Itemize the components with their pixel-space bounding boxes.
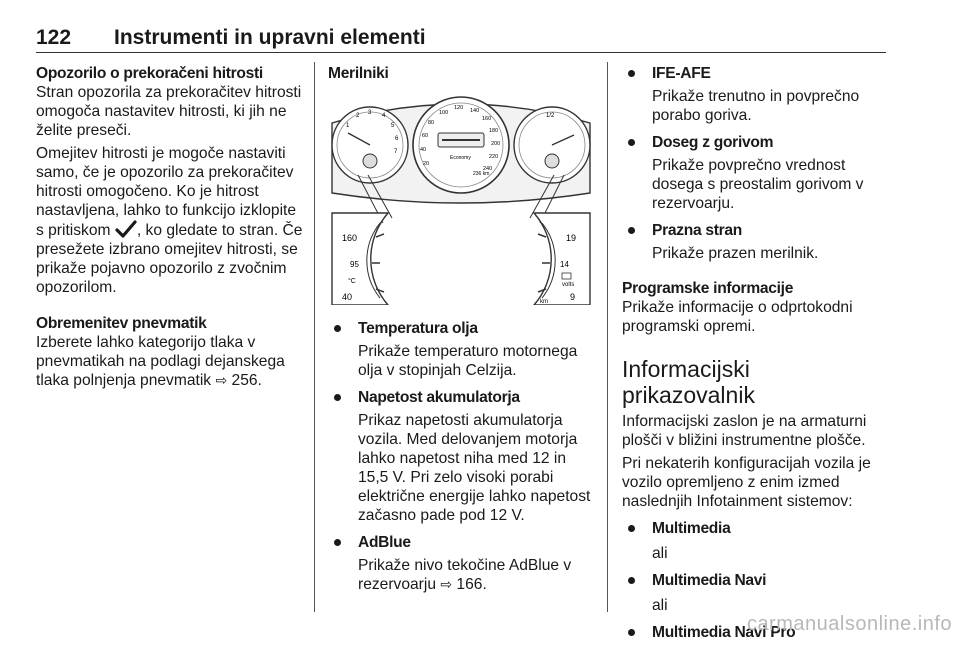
list-item: Multimedia [622,519,884,538]
checkmark-icon [115,220,137,238]
page-header [36,26,886,52]
paragraph: Pri nekaterih konfiguracijah vozila je vozilo opremljeno z enim izmed naslednjih Infotainment sistemov: [622,455,871,510]
speed-label: 100 [439,110,449,116]
voltage-high-label: 19 [566,233,577,243]
bullet-icon [628,139,635,146]
bullet-icon [334,394,341,401]
voltage-low-label: 9 [570,292,576,302]
bullet-icon [628,227,635,234]
voltage-unit: volts [562,282,575,288]
paragraph: Informacijski zaslon je na armaturni plošči v bližini instrumentne plošče. [622,413,867,449]
speedometer-gauge [413,97,509,193]
speed-label: 180 [489,128,499,134]
oil-temp-low-label: 40 [342,292,353,302]
list-item: Temperatura olja Prikaže temperaturo motornega olja v stopinjah Celzija. [328,319,596,380]
alternative-word: ali [652,597,668,614]
list-item: AdBlue Prikaže nivo tekočine AdBlue v rezervoarju ⇨ 166. [328,533,596,594]
section-title-speed-warning: Opozorilo o prekoračeni hitrosti [36,65,263,82]
bullet-icon [334,539,341,546]
page-reference-icon: ⇨ [215,372,228,388]
paragraph: Izberete lahko kategorijo tlaka v pnevmatikah na podlagi dejanskega tlaka polnjenja pnevmatik ⇨ 256. [36,334,285,389]
speed-label: 20 [423,161,430,167]
instrument-cluster-illustration [328,93,594,305]
section-title-program-info: Programske informacije [622,280,794,297]
list-item: Multimedia Navi Pro [622,623,884,642]
voltage-mid-label: 14 [560,260,569,269]
bullet-icon [628,629,635,636]
section-title-tire-load: Obremenitev pnevmatik [36,315,207,332]
speed-label: 120 [454,105,464,111]
speed-label: 200 [491,141,501,147]
list-item: Prazna stran Prikaže prazen merilnik. [622,221,884,263]
speed-label: 220 [489,154,499,160]
watermark: carmanualsonline.info [746,613,952,635]
list-item: Doseg z gorivom Prikaže povprečno vrednost dosega s preostalim gorivom v rezervoarju. [622,133,884,213]
header-divider [36,52,886,53]
rpm-label: 5 [391,123,395,129]
rpm-label: 1 [346,123,350,129]
section-heading-info-display: Informacijski prikazovalnik [622,356,755,408]
speed-label: 140 [470,108,480,114]
rpm-label: 7 [394,149,398,155]
list-item: IFE-AFE Prikaže trenutno in povprečno porabo goriva. [622,64,884,125]
section-title-gauges: Merilniki [328,65,389,82]
column-2 [328,64,596,602]
speed-label: 240 [483,166,493,172]
column-divider-1 [314,62,315,612]
list-item: Multimedia Navi [622,571,884,590]
rpm-label: 2 [356,113,360,119]
fuel-gauge [514,107,590,183]
rpm-label: 4 [382,113,386,119]
corner-unit-label: km [540,299,548,305]
fuel-mark: 1/2 [546,113,555,119]
page-reference-icon: ⇨ [440,576,453,592]
gauge-list [328,319,596,594]
info-list [622,64,884,263]
chapter-title: Instrumenti in upravni elementi [114,26,426,49]
paragraph: Omejitev hitrosti je mogoče nastaviti samo, če je opozorilo za prekoračitev hitrosti omogočeno. Ko je hitrost nastavljena, lahko to funkcijo izklopite s pritiskom , ko gledate to stran. Če presežete izbrano omejitev hitrosti, se prikaže pojavno opozorilo z zvočnim opozorilom. [36,145,303,296]
alternative-word: ali [652,545,668,562]
paragraph: Stran opozorila za prekoračitev hitrosti omogoča nastavitev hitrosti, ki jih ne želite preseči. [36,84,302,139]
list-item: Napetost akumulatorja Prikaz napetosti akumulatorja vozila. Med delovanjem motorja lahko napetost niha med 12 in 15,5 V. Pri zelo visoki porabi električne energije lahko napetost začasno pade pod 12 V. [328,388,596,525]
eco-label: Economy [450,155,471,161]
rpm-label: 6 [395,136,399,142]
column-1 [36,64,304,394]
oil-temp-mid-label: 95 [350,260,359,269]
rpm-label: 3 [368,110,372,116]
tachometer-gauge [332,107,408,183]
bullet-icon [628,577,635,584]
odometer-readout: 236 km [473,171,490,177]
paragraph: Prikaže informacije o odprtokodni programski opremi. [622,299,853,335]
oil-temp-unit: °C [348,278,356,285]
speed-label: 80 [428,120,435,126]
speed-label: 60 [422,133,429,139]
column-3 [622,64,884,648]
bullet-icon [628,525,635,532]
speed-label: 40 [420,147,427,153]
speed-label: 160 [482,116,492,122]
oil-temp-high-label: 160 [342,233,358,243]
page-number: 122 [36,26,72,49]
bullet-icon [334,325,341,332]
bullet-icon [628,70,635,77]
column-divider-2 [607,62,608,612]
